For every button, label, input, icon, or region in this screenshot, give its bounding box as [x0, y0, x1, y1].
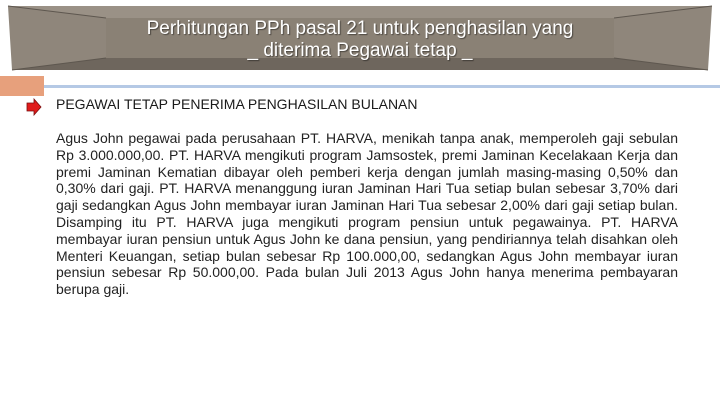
title-banner: [0, 0, 720, 72]
slide-title: [105, 18, 615, 62]
section-heading: PEGAWAI TETAP PENERIMA PENGHASILAN BULANAN: [56, 96, 418, 112]
slide-title-line-2: _ diterima Pegawai tetap _: [247, 40, 473, 61]
body-paragraph: Agus John pegawai pada perusahaan PT. HARVA, menikah tanpa anak, memperoleh gaji sebulan Rp 3.000.000,00. PT. HARVA mengikuti program Jamsostek, premi Jaminan Kecelakaan Kerja dan premi Jaminan Kematian dibayar oleh pemberi kerja dengan jumlah masing-masing 0,50% dan 0,30% dari gaji. PT. HARVA menanggung iuran Jaminan Hari Tua setiap bulan sebesar 3,70% dari gaji sedangkan Agus John membayar iuran Jaminan Hari Tua sebesar 2,00% dari gaji setiap bulan. Disamping itu PT. HARVA juga mengikuti program pensiun untuk pegawainya. PT. HARVA membayar iuran pensiun untuk Agus John ke dana pensiun, yang pendiriannya telah disahkan oleh Menteri Keuangan, setiap bulan sebesar Rp 100.000,00, sedangkan Agus John membayar iuran pensiun sebesar Rp 50.000,00. Pada bulan Juli 2013 Agus John hanya menerima pembayaran berupa gaji.: [56, 130, 678, 298]
accent-square: [0, 76, 44, 96]
divider-rule: [44, 85, 720, 88]
right-arrow-icon: [26, 98, 42, 116]
slide-title-line-1: Perhitungan PPh pasal 21 untuk penghasilan yang: [146, 18, 574, 39]
